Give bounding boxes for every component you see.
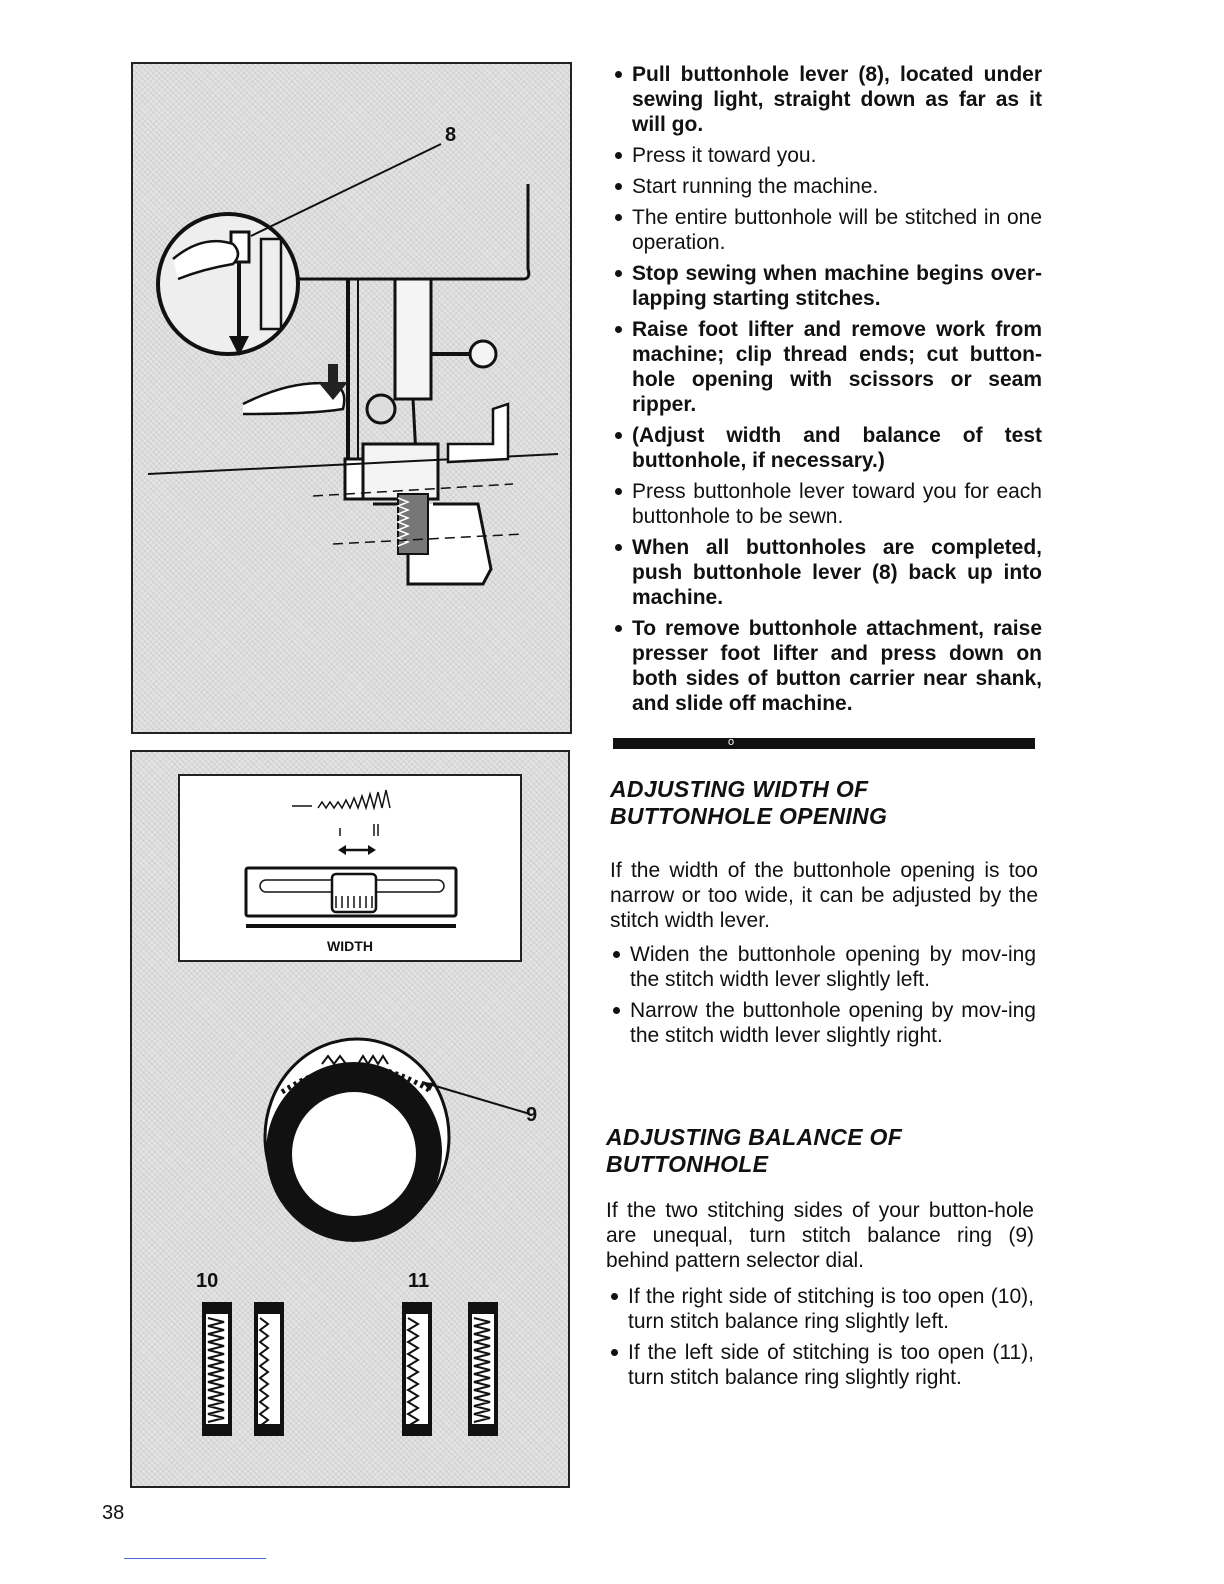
- section-title-balance: ADJUSTING BALANCE OF BUTTONHOLE: [606, 1124, 903, 1177]
- list-item: To remove buttonhole attachment, raise presser foot lifter and press down on both sides of button carrier near shank, and slide off machine.: [606, 616, 1042, 716]
- buttonhole-sample-10: [204, 1304, 282, 1434]
- needle-bar: [395, 279, 431, 399]
- callout-8-leader: [251, 144, 441, 236]
- list-item: Press buttonhole lever toward you for each buttonhole to be sewn.: [606, 479, 1042, 529]
- sewing-machine-illustration: [133, 64, 570, 732]
- callout-8-label: 8: [445, 124, 457, 146]
- section-balance-list: [602, 1284, 1034, 1396]
- list-item: Pull buttonhole lever (8), located under sewing light, straight down as far as it will go.: [606, 62, 1042, 137]
- buttonhole-samples: [132, 752, 568, 1486]
- list-item: If the right side of stitching is too open (10), turn stitch balance ring slightly left.: [602, 1284, 1034, 1334]
- list-item: Stop sewing when machine begins over-lapping starting stitches.: [606, 261, 1042, 311]
- gear-wheel: [367, 395, 395, 423]
- list-item: Press it toward you.: [606, 143, 1042, 168]
- list-item: Widen the buttonhole opening by mov-ing the stitch width lever slightly left.: [604, 942, 1036, 992]
- list-item: When all buttonholes are completed, push buttonhole lever (8) back up into machine.: [606, 535, 1042, 610]
- list-item: If the left side of stitching is too open (11), turn stitch balance ring slightly right.: [602, 1340, 1034, 1390]
- instruction-list: [606, 62, 1042, 716]
- section-width-list: [604, 942, 1036, 1054]
- footer-rule: [124, 1558, 266, 1559]
- callout-11-label: 11: [408, 1270, 430, 1292]
- list-item: Raise foot lifter and remove work from machine; clip thread ends; cut button-hole opening with scissors or seam ripper.: [606, 317, 1042, 417]
- section-width-body: If the width of the buttonhole opening is too narrow or too wide, it can be adjusted by the stitch width lever.: [610, 859, 1038, 932]
- thumb-screw-knob: [470, 341, 496, 367]
- buttonhole-sample-11: [404, 1304, 496, 1434]
- magnified-lever-inset: [158, 214, 298, 354]
- page-number: 38: [102, 1502, 125, 1524]
- list-item: The entire buttonhole will be stitched in one operation.: [606, 205, 1042, 255]
- divider-mark: o: [728, 736, 735, 748]
- buttonhole-foot: [373, 504, 491, 584]
- section-balance-body: If the two stitching sides of your button-hole are unequal, turn stitch balance ring (9) behind pattern selector dial.: [606, 1199, 1034, 1272]
- section-divider: [613, 738, 1035, 749]
- list-item: (Adjust width and balance of test buttonhole, if necessary.): [606, 423, 1042, 473]
- width-caption: WIDTH: [327, 938, 373, 954]
- guide-plate: [448, 404, 508, 462]
- section-title-width: ADJUSTING WIDTH OF BUTTONHOLE OPENING: [610, 776, 888, 829]
- machine-head-outline: [283, 184, 529, 279]
- width-balance-figure: [130, 750, 570, 1488]
- instruction-column: [606, 62, 1042, 722]
- callout-10-label: 10: [196, 1270, 219, 1292]
- callout-9-label: 9: [526, 1104, 538, 1126]
- buttonhole-lever-figure: [131, 62, 572, 734]
- list-item: Start running the machine.: [606, 174, 1042, 199]
- list-item: Narrow the buttonhole opening by mov-ing the stitch width lever slightly right.: [604, 998, 1036, 1048]
